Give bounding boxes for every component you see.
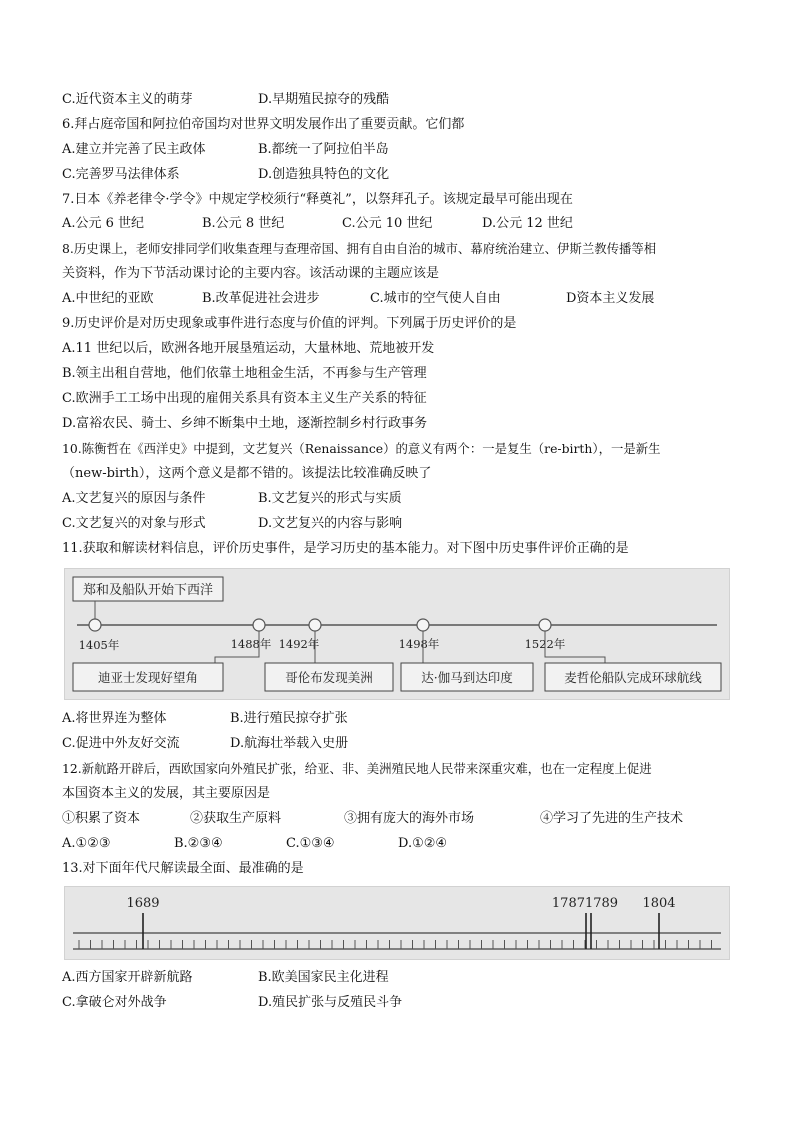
- q9-option-c: C.欧洲手工工场中出现的雇佣关系具有资本主义生产关系的特征: [62, 391, 427, 406]
- event-label-dias: 迪亚士发现好望角: [97, 670, 199, 685]
- q8-option-a: A.中世纪的亚欧: [62, 291, 154, 306]
- q12-option-b: B.②③④: [174, 836, 223, 851]
- year-label-1498: 1498年: [398, 637, 440, 651]
- q11-option-c: C.促进中外友好交流: [62, 736, 180, 751]
- event-label-magellan: 麦哲伦船队完成环球航线: [564, 670, 702, 685]
- q11-option-d: D.航海壮举载入史册: [230, 736, 349, 751]
- q7-option-b: B.公元 8 世纪: [202, 216, 285, 231]
- q9-stem: 9.历史评价是对历史现象或事件进行态度与价值的评判。下列属于历史评价的是: [62, 316, 517, 331]
- q9-option-b: B.领主出租自营地，他们依靠土地租金生活，不再参与生产管理: [62, 366, 427, 381]
- voyage-timeline-svg: [65, 569, 729, 699]
- q12-item-2: ②获取生产原料: [190, 811, 282, 826]
- q8-option-c: C.城市的空气使人自由: [370, 291, 501, 306]
- q12-option-d: D.①②④: [398, 836, 448, 851]
- node-1405: [89, 619, 101, 631]
- q13-option-d: D.殖民扩张与反殖民斗争: [258, 995, 403, 1010]
- q8-option-d: D资本主义发展: [566, 291, 655, 306]
- q8-option-b: B.改革促进社会进步: [202, 291, 320, 306]
- q12-stem-line-2: 本国资本主义的发展，其主要原因是: [62, 786, 271, 801]
- q7-option-a: A.公元 6 世纪: [62, 216, 145, 231]
- q12-option-a: A.①②③: [62, 836, 111, 851]
- node-1488: [253, 619, 265, 631]
- ruler-label-1804: 1804: [642, 896, 676, 911]
- q12-option-c: C.①③④: [286, 836, 335, 851]
- q13-option-a: A.西方国家开辟新航路: [62, 970, 193, 985]
- q12-item-3: ③拥有庞大的海外市场: [344, 811, 475, 826]
- q10-option-b: B.文艺复兴的形式与实质: [258, 491, 402, 506]
- ruler-ticks: [79, 940, 712, 949]
- q6-stem: 6.拜占庭帝国和阿拉伯帝国均对世界文明发展作出了重要贡献。它们都: [62, 117, 465, 132]
- q6-option-c: C.完善罗马法律体系: [62, 167, 180, 182]
- year-label-1492: 1492年: [278, 637, 320, 651]
- node-1522: [539, 619, 551, 631]
- voyage-timeline-figure: [64, 568, 730, 700]
- q7-option-c: C.公元 10 世纪: [342, 216, 433, 231]
- q8-stem-line-1: 8.历史课上，老师安排同学们收集查理与查理帝国、拥有自由自治的城市、幕府统治建立、伊斯兰教传播等相: [62, 241, 657, 256]
- q12-item-1: ①积累了资本: [62, 811, 141, 826]
- q13-option-c: C.拿破仑对外战争: [62, 995, 167, 1010]
- q5-option-c: C.近代资本主义的萌芽: [62, 92, 193, 107]
- year-ruler-figure: [64, 886, 730, 960]
- q10-option-a: A.文艺复兴的原因与条件: [62, 491, 206, 506]
- q10-option-c: C.文艺复兴的对象与形式: [62, 516, 206, 531]
- year-ruler-svg: [65, 887, 729, 959]
- q9-option-a: A.11 世纪以后，欧洲各地开展垦殖运动，大量林地、荒地被开发: [62, 341, 435, 356]
- q7-stem: 7.日本《养老律令·学令》中规定学校须行“释奠礼”，以祭拜孔子。该规定最早可能出现在: [62, 192, 573, 207]
- q11-stem: 11.获取和解读材料信息，评价历史事件，是学习历史的基本能力。对下图中历史事件评价正确的是: [62, 541, 629, 556]
- q13-stem: 13.对下面年代尺解读最全面、最准确的是: [62, 861, 304, 876]
- year-label-1405: 1405年: [78, 638, 120, 652]
- q12-stem-line-1: 12.新航路开辟后，西欧国家向外殖民扩张，给亚、非、美洲殖民地人民带来深重灾难，也在一定程度上促进: [62, 761, 652, 776]
- year-label-1488: 1488年: [230, 637, 272, 651]
- q8-stem-line-2: 关资料，作为下节活动课讨论的主要内容。该活动课的主题应该是: [62, 266, 440, 281]
- node-1498: [417, 619, 429, 631]
- q11-option-a: A.将世界连为整体: [62, 711, 167, 726]
- q12-item-4: ④学习了先进的生产技术: [540, 811, 684, 826]
- year-label-1522: 1522年: [524, 637, 566, 651]
- q11-option-b: B.进行殖民掠夺扩张: [230, 711, 348, 726]
- ruler-label-1689: 1689: [126, 896, 160, 911]
- node-1492: [309, 619, 321, 631]
- q5-option-d: D.早期殖民掠夺的残酷: [258, 92, 390, 107]
- ruler-label-1787-1789: 17871789: [551, 896, 619, 911]
- q7-option-d: D.公元 12 世纪: [482, 216, 573, 231]
- q10-stem-line-1: 10.陈衡哲在《西洋史》中提到，文艺复兴（Renaissance）的意义有两个：一是复生（re-birth），一是新生: [62, 441, 661, 456]
- q10-option-d: D.文艺复兴的内容与影响: [258, 516, 403, 531]
- q6-option-d: D.创造独具特色的文化: [258, 167, 390, 182]
- top-event-label: 郑和及船队开始下西洋: [82, 583, 214, 598]
- event-label-columbus: 哥伦布发现美洲: [285, 670, 373, 685]
- q10-stem-line-2: （new-birth），这两个意义是都不错的。该提法比较准确反映了: [62, 466, 432, 481]
- q6-option-b: B.都统一了阿拉伯半岛: [258, 142, 389, 157]
- q6-option-a: A.建立并完善了民主政体: [62, 142, 206, 157]
- q9-option-d: D.富裕农民、骑士、乡绅不断集中土地，逐渐控制乡村行政事务: [62, 416, 428, 431]
- event-label-gama: 达·伽马到达印度: [421, 670, 513, 685]
- q13-option-b: B.欧美国家民主化进程: [258, 970, 389, 985]
